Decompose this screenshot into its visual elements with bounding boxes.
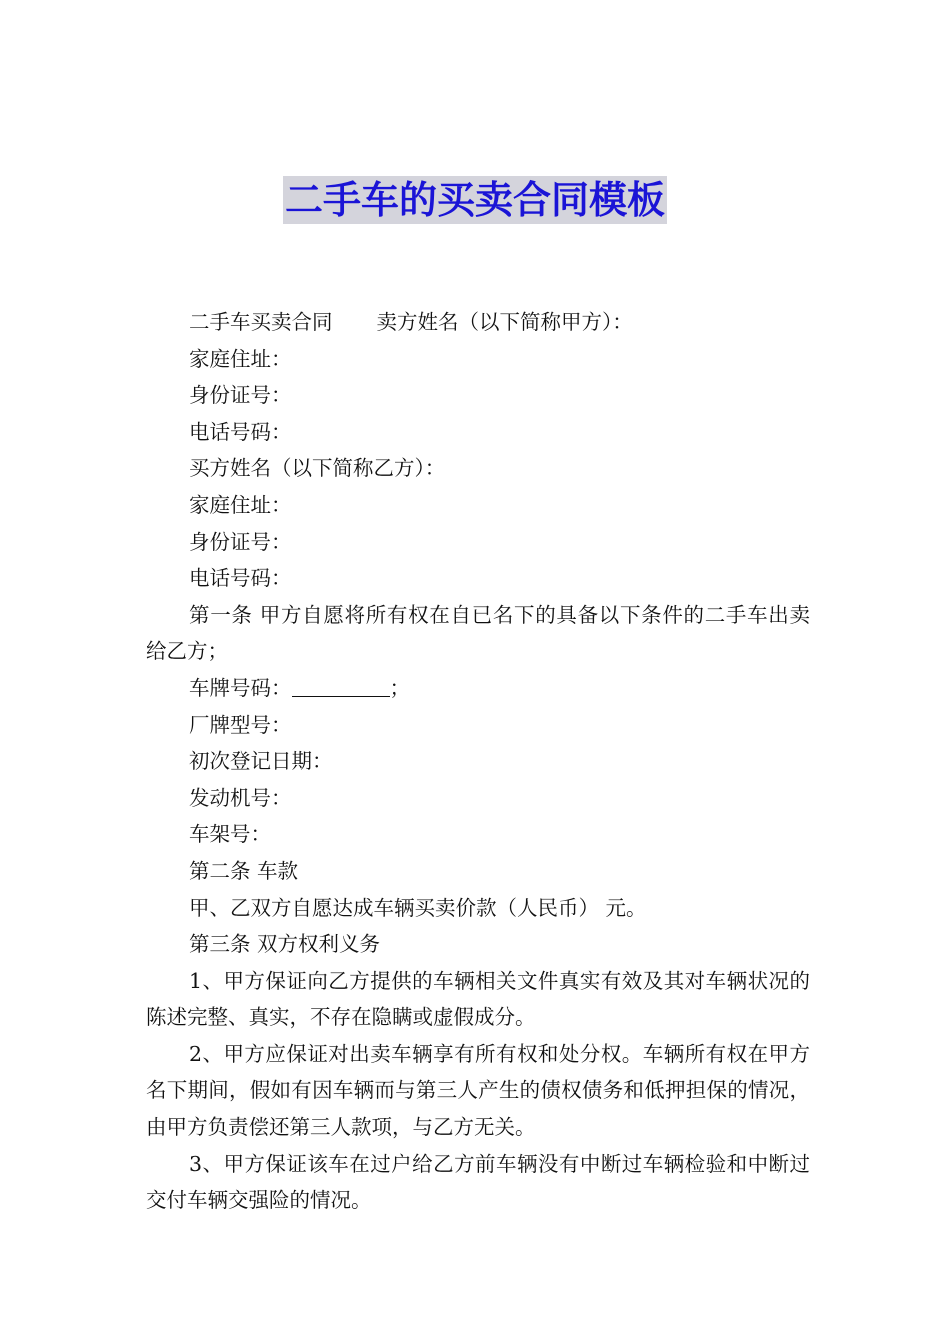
price-clause: 甲、乙双方自愿达成车辆买卖价款（人民币） 元。 xyxy=(189,895,647,920)
clause-1: 1、甲方保证向乙方提供的车辆相关文件真实有效及其对车辆状况的陈述完整、真实，不存在隐瞒或虚假成分。 xyxy=(146,968,810,1030)
buyer-phone-label: 电话号码： xyxy=(189,566,292,591)
engine-number-label: 发动机号： xyxy=(189,785,292,810)
buyer-id-label: 身份证号： xyxy=(189,529,292,554)
seller-name-label: 卖方姓名（以下简称甲方）： xyxy=(376,310,633,334)
article-three-heading: 第三条 双方权利义务 xyxy=(189,932,381,957)
buyer-address-label: 家庭住址： xyxy=(189,492,292,517)
seller-id-label: 身份证号： xyxy=(189,383,292,408)
clause-2: 2、甲方应保证对出卖车辆享有所有权和处分权。车辆所有权在甲方名下期间，假如有因车辆而与第三人产生的债权债务和低押担保的情况，由甲方负责偿还第三人款项，与乙方无关。 xyxy=(146,1041,810,1140)
seller-phone-label: 电话号码： xyxy=(189,419,292,444)
plate-number-label: 车牌号码： xyxy=(189,675,292,700)
paragraph-contract-name-seller xyxy=(146,304,810,341)
title-container xyxy=(0,176,950,224)
buyer-name-label: 买方姓名（以下简称乙方）： xyxy=(189,456,446,481)
document-title: 二手车的买卖合同模板 xyxy=(284,178,665,222)
plate-number-line xyxy=(146,670,810,707)
article-two-heading: 第二条 车款 xyxy=(189,858,299,883)
seller-address-label: 家庭住址： xyxy=(189,346,292,371)
contract-name: 二手车买卖合同 xyxy=(189,310,333,334)
plate-number-blank xyxy=(292,674,390,697)
frame-number-label: 车架号： xyxy=(189,822,271,847)
clause-3: 3、甲方保证该车在过户给乙方前车辆没有中断过车辆检验和中断过交付车辆交强险的情况。 xyxy=(146,1151,810,1213)
plate-number-punct: ； xyxy=(389,675,410,700)
first-registration-label: 初次登记日期： xyxy=(189,749,333,774)
article-one: 第一条 甲方自愿将所有权在自已名下的具备以下条件的二手车出卖给乙方； xyxy=(146,602,810,664)
brand-model-label: 厂牌型号： xyxy=(189,712,292,737)
document-body xyxy=(146,304,810,1219)
